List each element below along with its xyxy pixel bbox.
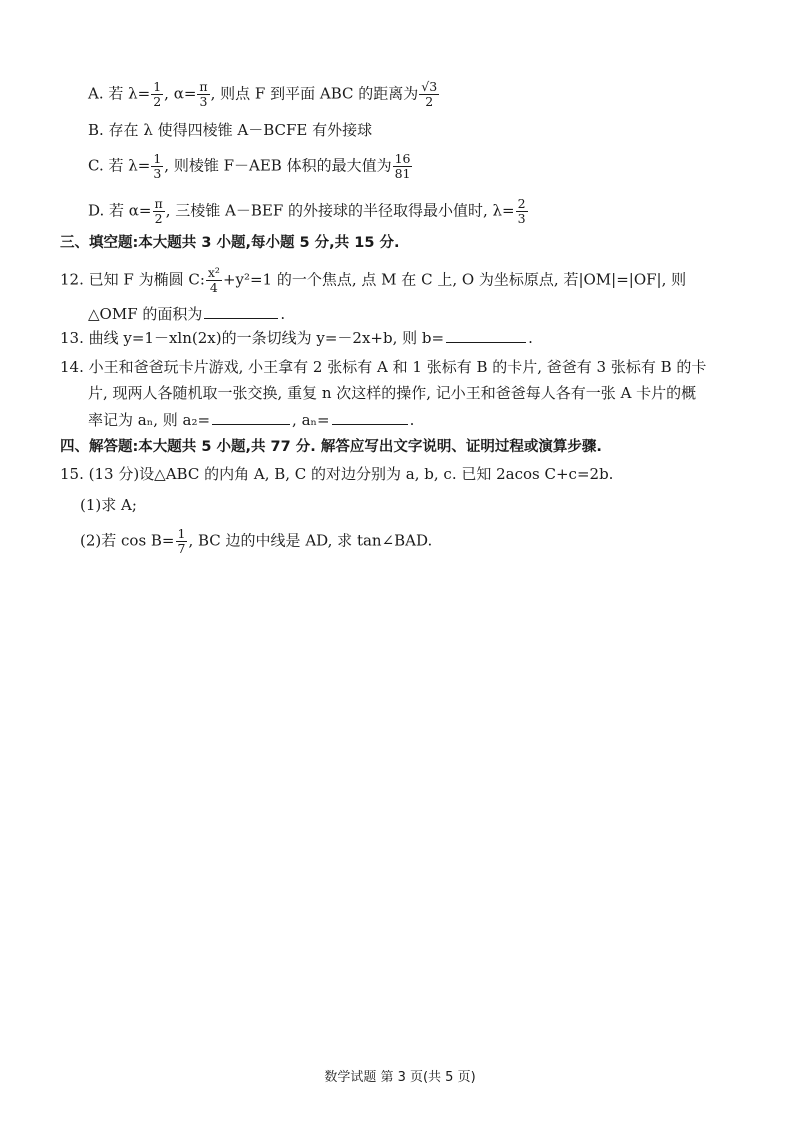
option-a-fraction-distance: $\frac{√3}{2}$ [421,79,438,109]
question-14-line-3: 率记为 aₙ, 则 a₂= , aₙ= . [88,411,415,429]
option-d-fraction-alpha: $\frac{\pi}{2}$ [154,196,163,226]
q12-ellipse-fraction: $\frac{\text{x²}}{4}$ [207,265,220,295]
option-a-fraction-lambda: $\frac{1}{2}$ [153,79,162,109]
page-footer: 数学试题 第 3 页(共 5 页) [324,1070,476,1085]
option-d: D. 若 α= $\frac{\pi}{2}$ , 三棱锥 A－BEF 的外接球的半径取得最小值时, λ= $\frac{2}{3}$ [88,196,526,226]
q14-an-blank[interactable] [332,410,408,425]
question-13: 13. 曲线 y=1－xln(2x)的一条切线为 y=－2x+b, 则 b= . [60,329,533,347]
option-d-fraction-lambda: $\frac{2}{3}$ [517,196,526,226]
q15-cosb-fraction: $\frac{1}{7}$ [177,526,186,556]
option-c-fraction-volume: $\frac{16}{81}$ [394,151,411,181]
q14-a2-blank[interactable] [212,410,290,425]
option-b: B. 存在 λ 使得四棱锥 A－BCFE 有外接球 [88,121,373,139]
option-a-prefix: A. 若 λ= [88,84,151,103]
question-15-line-1: 15. (13 分)设△ABC 的内角 A, B, C 的对边分别为 a, b, c. 已知 2acos C+c=2b. [60,465,614,483]
option-a: A. 若 λ= $\frac{1}{2}$ , α= $\frac{\pi}{3}$ , 则点 F 到平面 ABC 的距离为 $\frac{√3}{2}$ [88,79,438,109]
q12-answer-blank[interactable] [204,304,278,319]
option-a-fraction-alpha: $\frac{\pi}{3}$ [199,79,208,109]
question-14-line-2: 片, 现两人各随机取一张交换, 重复 n 次这样的操作, 记小王和爸爸每人各有一张 A 卡片的概 [88,384,697,402]
option-c: C. 若 λ= $\frac{1}{3}$ , 则棱锥 F－AEB 体积的最大值为 $\frac{16}{81}$ [88,151,411,181]
option-c-fraction-lambda: $\frac{1}{3}$ [153,151,162,181]
question-12-line-1: 12. 已知 F 为椭圆 C: $\frac{\text{x²}}{4}$ +y²=1 的一个焦点, 点 M 在 C 上, O 为坐标原点, 若|OM|=|OF|, 则 [60,265,687,295]
section-3-title: 三、填空题:本大题共 3 小题,每小题 5 分,共 15 分. [60,235,400,251]
question-15-part-2: (2)若 cos B= $\frac{1}{7}$ , BC 边的中线是 AD, 求 tan∠BAD. [80,526,433,556]
question-15-part-1: (1)求 A; [80,496,137,514]
question-12-line-2: △OMF 的面积为 . [88,305,286,323]
q13-answer-blank[interactable] [446,328,526,343]
section-4-title: 四、解答题:本大题共 5 小题,共 77 分. 解答应写出文字说明、证明过程或演算步骤. [60,439,602,455]
question-14-line-1: 14. 小王和爸爸玩卡片游戏, 小王拿有 2 张标有 A 和 1 张标有 B 的卡片, 爸爸有 3 张标有 B 的卡 [60,358,707,376]
